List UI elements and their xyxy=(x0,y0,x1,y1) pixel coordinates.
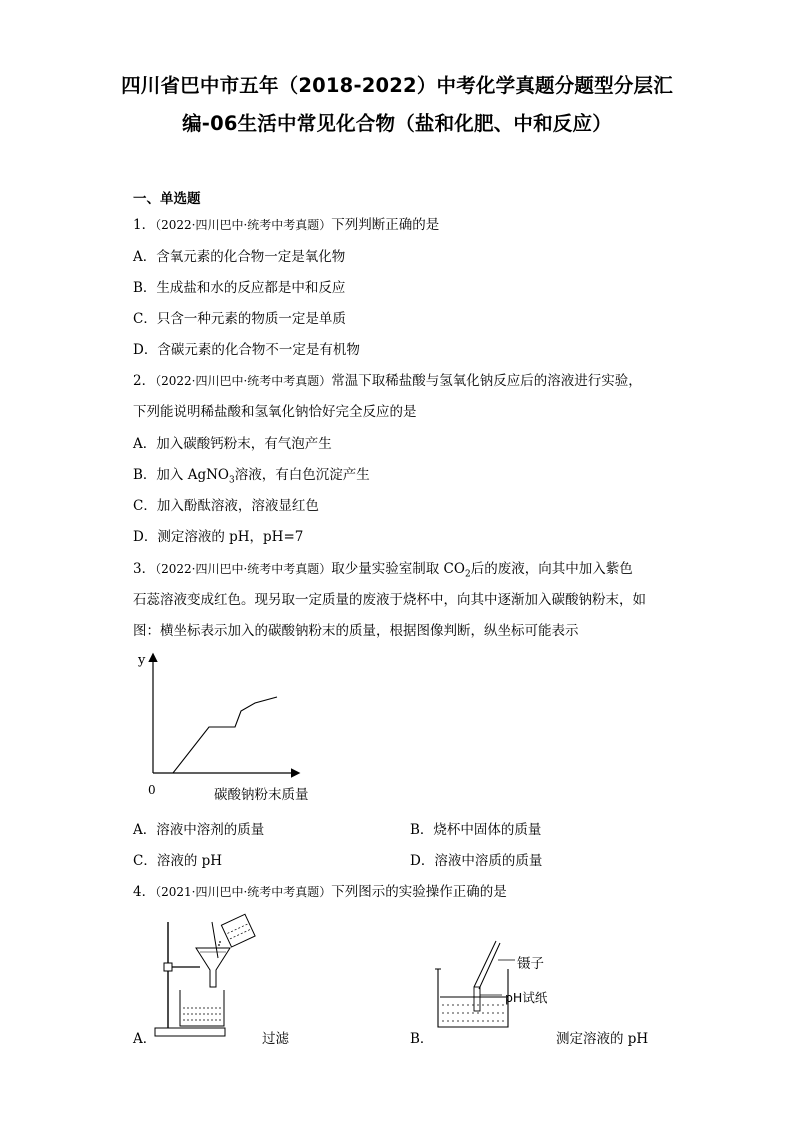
q2-stem xyxy=(133,369,642,389)
q1-source: （2022·四川巴中·统考中考真题） xyxy=(155,218,332,232)
q4-text: 下列图示的实验操作正确的是 xyxy=(331,884,507,900)
q2-number: 2． xyxy=(133,373,156,389)
q3-text-3: 图：横坐标表示加入的碳酸钠粉末的质量，根据图像判断，纵坐标可能表示 xyxy=(133,623,579,639)
q1-option-a: A．含氧元素的化合物一定是氧化物 xyxy=(133,249,346,265)
q4-number: 4． xyxy=(133,884,156,900)
q3-text-1-post: 后的废液，向其中加入紫色 xyxy=(470,561,633,577)
q1-number: 1． xyxy=(133,217,156,233)
paper-title-line-1: 四川省巴中市五年（2018-2022）中考化学真题分题型分层汇 xyxy=(121,74,673,97)
q3-option-d: D．溶液中溶质的质量 xyxy=(410,853,543,869)
q2-option-c: C．加入酚酞溶液，溶液显红色 xyxy=(133,498,319,514)
q2-option-b-sub: 3 xyxy=(228,475,235,486)
q2-source: （2022·四川巴中·统考中考真题） xyxy=(155,374,332,388)
tweezers-label: 镊子 xyxy=(517,956,544,972)
q3-number: 3． xyxy=(133,561,156,577)
paper-title-line-2: 编-06生活中常见化合物（盐和化肥、中和反应） xyxy=(182,112,612,135)
q3-text-2: 石蕊溶液变成红色。现另取一定质量的废液于烧杯中，向其中逐渐加入碳酸钠粉末，如 xyxy=(133,592,646,608)
ph-test-diagram xyxy=(430,935,560,1035)
q2-option-b xyxy=(133,463,370,486)
q4-option-b-letter: B． xyxy=(410,1031,434,1047)
q3-text-1-pre: 取少量实验室制取 CO xyxy=(331,561,465,577)
q4-option-a-caption: 过滤 xyxy=(262,1031,289,1047)
q3-stem xyxy=(133,557,633,580)
q2-text-2: 下列能说明稀盐酸和氢氧化钠恰好完全反应的是 xyxy=(133,404,417,420)
q1-text: 下列判断正确的是 xyxy=(331,217,440,233)
section-heading: 一、单选题 xyxy=(133,191,201,207)
q4-option-b-caption: 测定溶液的 pH xyxy=(556,1031,649,1047)
q2-option-d: D．测定溶液的 pH，pH=7 xyxy=(133,529,304,545)
y-axis-label: y xyxy=(138,653,146,668)
q1-option-c: C．只含一种元素的物质一定是单质 xyxy=(133,311,346,327)
q4-source: （2021·四川巴中·统考中考真题） xyxy=(155,885,332,899)
q1-option-d: D．含碳元素的化合物不一定是有机物 xyxy=(133,342,360,358)
q3-option-b: B．烧杯中固体的质量 xyxy=(410,822,542,838)
q3-option-a: A．溶液中溶剂的质量 xyxy=(133,822,265,838)
x-axis-label: 碳酸钠粉末质量 xyxy=(214,787,309,803)
q1-stem xyxy=(133,213,439,233)
q3-text-1-sub: 2 xyxy=(464,569,471,580)
q2-text-1: 常温下取稀盐酸与氢氧化钠反应后的溶液进行实验， xyxy=(331,373,642,389)
filtration-diagram xyxy=(150,912,265,1042)
q2-option-a: A．加入碳酸钙粉末，有气泡产生 xyxy=(133,436,332,452)
q3-option-c: C．溶液的 pH xyxy=(133,853,223,869)
q4-stem xyxy=(133,880,507,900)
q4-option-a-letter: A． xyxy=(133,1031,157,1047)
origin-label: 0 xyxy=(148,783,156,797)
q2-option-b-post: 溶液，有白色沉淀产生 xyxy=(234,467,370,483)
q3-source: （2022·四川巴中·统考中考真题） xyxy=(155,562,332,576)
ph-paper-label: pH试纸 xyxy=(505,990,548,1005)
q2-option-b-pre: B．加入 AgNO xyxy=(133,467,229,483)
q1-option-b: B．生成盐和水的反应都是中和反应 xyxy=(133,280,346,296)
q3-graph xyxy=(130,645,360,810)
series-line xyxy=(153,697,277,773)
